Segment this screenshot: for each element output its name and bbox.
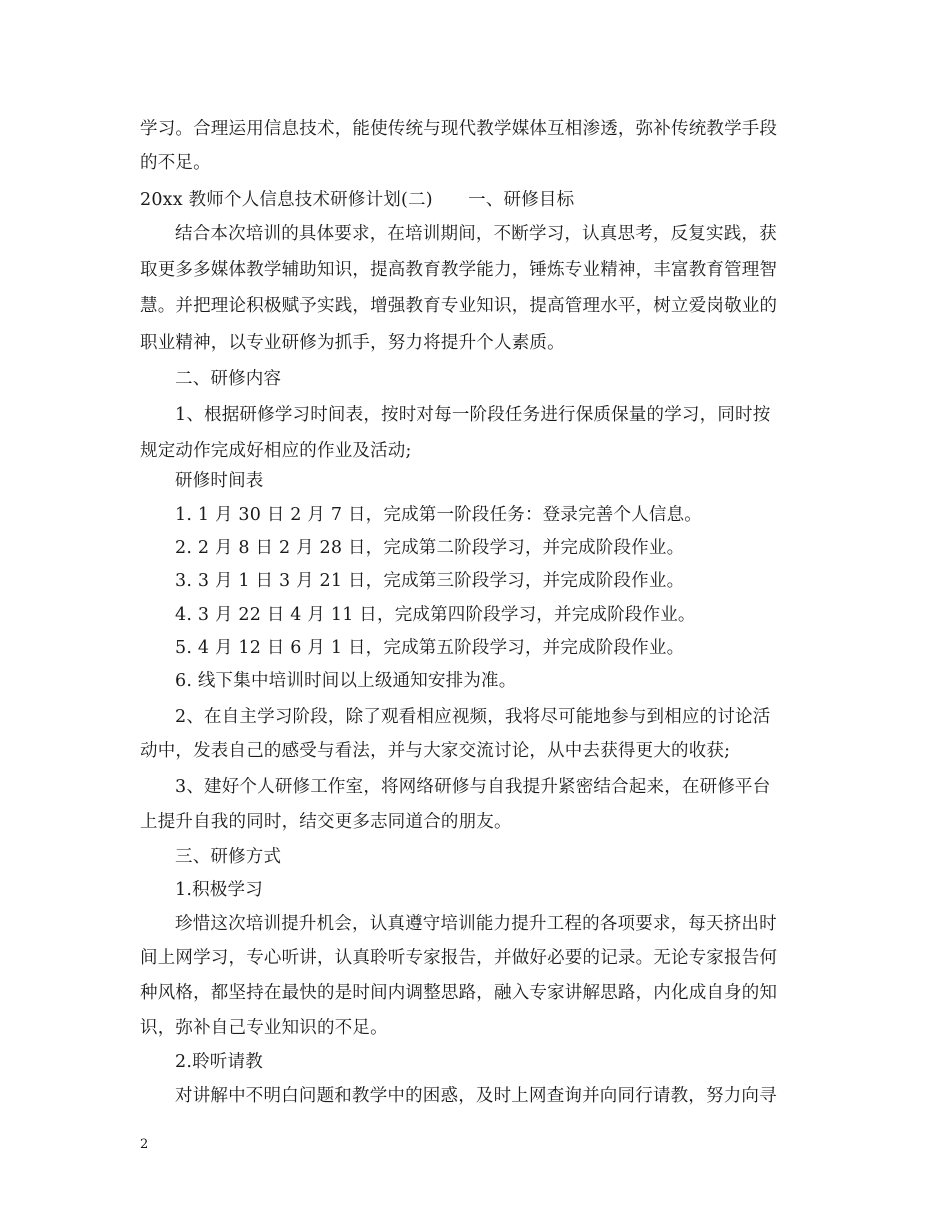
- text-line: 职业精神，以专业研修为抓手，努力将提升个人素质。: [140, 333, 565, 353]
- text-line: 3、建好个人研修工作室，将网络研修与自我提升紧密结合起来，在研修平台: [175, 777, 771, 797]
- section-heading-line: 20xx 教师个人信息技术研修计划(二) 一、研修目标: [140, 190, 575, 210]
- page-number: 2: [140, 1137, 149, 1152]
- text-line: 取更多多媒体教学辅助知识，提高教育教学能力，锤炼专业精神，丰富教育管理智: [140, 260, 778, 280]
- section-heading: 二、研修内容: [175, 369, 282, 389]
- text-line: 种风格，都坚持在最快的是时间内调整思路，融入专家讲解思路，内化成自身的知: [140, 983, 778, 1003]
- list-item: 4. 3 月 22 日 4 月 11 日，完成第四阶段学习，并完成阶段作业。: [175, 605, 696, 625]
- subheading: 1.积极学习: [175, 880, 263, 900]
- list-item: 2. 2 月 8 日 2 月 28 日，完成第二阶段学习，并完成阶段作业。: [175, 538, 685, 558]
- text-line: 2、在自主学习阶段，除了观看相应视频，我将尽可能地参与到相应的讨论活: [175, 707, 771, 727]
- text-line: 结合本次培训的具体要求，在培训期间，不断学习，认真思考，反复实践，获: [175, 224, 777, 244]
- text-line: 珍惜这次培训提升机会，认真遵守培训能力提升工程的各项要求，每天挤出时: [175, 914, 777, 934]
- subheading: 2.聆听请教: [175, 1052, 263, 1072]
- text-line: 的不足。: [140, 153, 211, 173]
- list-item: 1. 1 月 30 日 2 月 7 日，完成第一阶段任务：登录完善个人信息。: [175, 505, 702, 525]
- text-line: 上提升自我的同时，结交更多志同道合的朋友。: [140, 812, 512, 832]
- text-line: 慧。并把理论积极赋予实践，增强教育专业知识，提高管理水平，树立爱岗敬业的: [140, 296, 778, 316]
- list-item: 3. 3 月 1 日 3 月 21 日，完成第三阶段学习，并完成阶段作业。: [175, 571, 685, 591]
- text-line: 1、根据研修学习时间表，按时对每一阶段任务进行保质保量的学习，同时按: [175, 405, 771, 425]
- text-line: 动中，发表自己的感受与看法，并与大家交流讨论，从中去获得更大的收获;: [140, 741, 731, 761]
- list-item: 6. 线下集中培训时间以上级通知安排为准。: [175, 671, 517, 691]
- subheading: 研修时间表: [175, 471, 264, 491]
- section-heading: 三、研修方式: [175, 847, 282, 867]
- text-line: 间上网学习，专心听讲，认真聆听专家报告，并做好必要的记录。无论专家报告何: [140, 948, 778, 968]
- list-item: 5. 4 月 12 日 6 月 1 日，完成第五阶段学习，并完成阶段作业。: [175, 638, 685, 658]
- text-line: 对讲解中不明白问题和教学中的困惑，及时上网查询并向同行请教，努力向寻: [175, 1086, 777, 1106]
- text-line: 规定动作完成好相应的作业及活动;: [140, 441, 412, 461]
- text-line: 识，弥补自己专业知识的不足。: [140, 1018, 388, 1038]
- text-line: 学习。合理运用信息技术，能使传统与现代教学媒体互相渗透，弥补传统教学手段: [140, 119, 778, 139]
